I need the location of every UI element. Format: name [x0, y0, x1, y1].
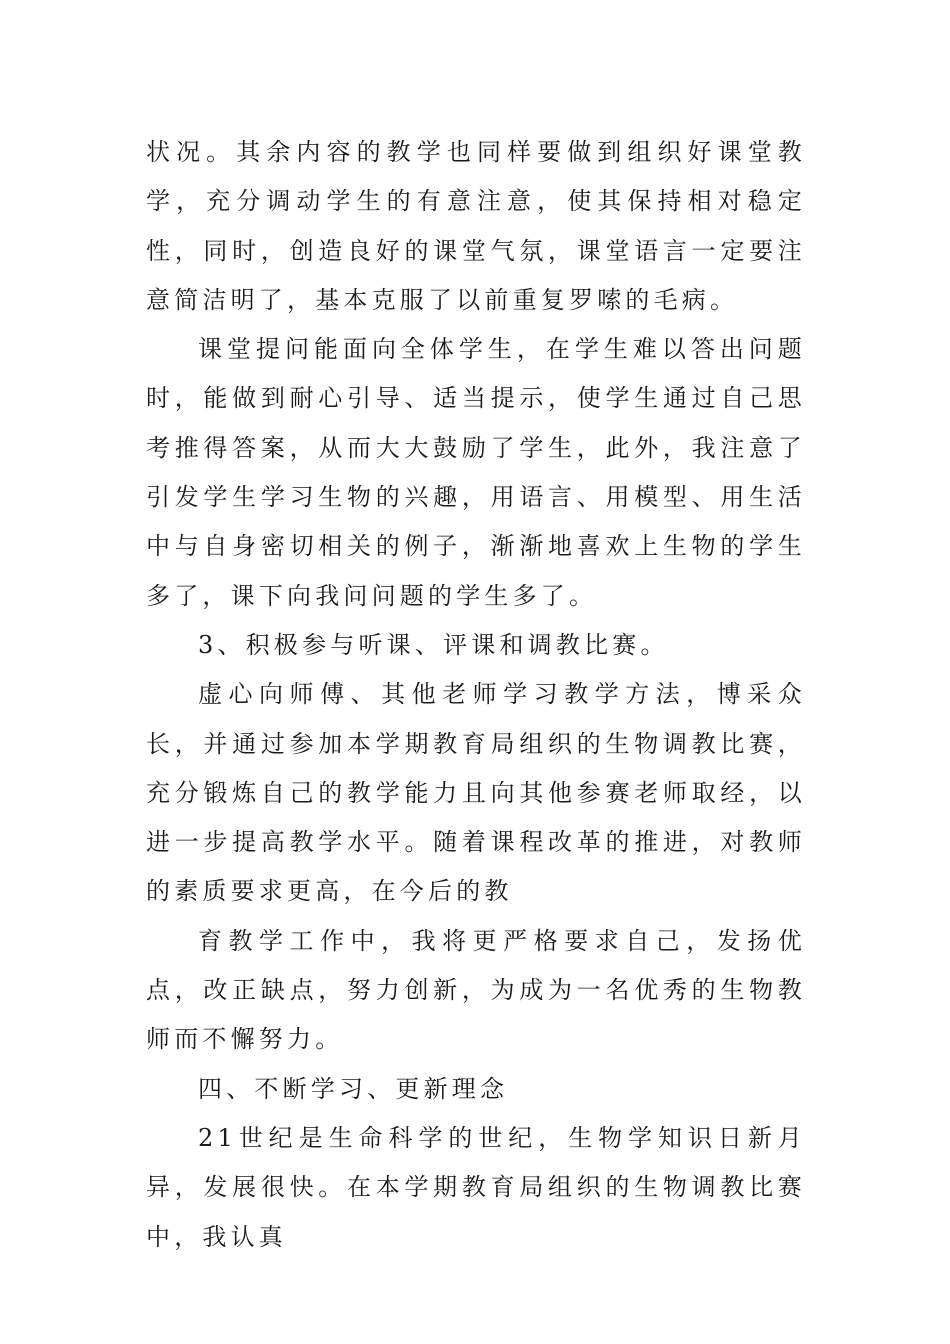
section-heading: 四、不断学习、更新理念	[198, 1074, 509, 1103]
paragraph-4: 虚心向师傅、其他老师学习教学方法，博采众长，并通过参加本学期教育局组织的生物调教比赛，充分锻炼自己的教学能力且向其他参赛老师取经，以进一步提高教学水平。随着课程改革的推进，对教师的素质要求更高，在今后的教	[146, 680, 806, 906]
paragraph-1: 状况。其余内容的教学也同样要做到组织好课堂教学，充分调动学生的有意注意，使其保持相对稳定性，同时，创造良好的课堂气氛，课堂语言一定要注意简洁明了，基本克服了以前重复罗嗦的毛病。	[146, 138, 806, 314]
paragraph-2: 课堂提问能面向全体学生，在学生难以答出问题时，能做到耐心引导、适当提示，使学生通过自己思考推得答案，从而大大鼓励了学生，此外，我注意了引发学生学习生物的兴趣，用语言、用模型、用生活中与自身密切相关的例子，渐渐地喜欢上生物的学生多了，课下向我问问题的学生多了。	[146, 335, 806, 610]
paragraph-5: 育教学工作中，我将更严格要求自己，发扬优点，改正缺点，努力创新，为成为一名优秀的生物教师而不懈努力。	[146, 926, 806, 1054]
paragraph-3: 3、积极参与听课、评课和调教比赛。	[198, 630, 669, 659]
paragraph-7: 21世纪是生命科学的世纪，生物学知识日新月异，发展很快。在本学期教育局组织的生物调教比赛中，我认真	[146, 1123, 806, 1251]
document-page	[146, 128, 806, 1262]
